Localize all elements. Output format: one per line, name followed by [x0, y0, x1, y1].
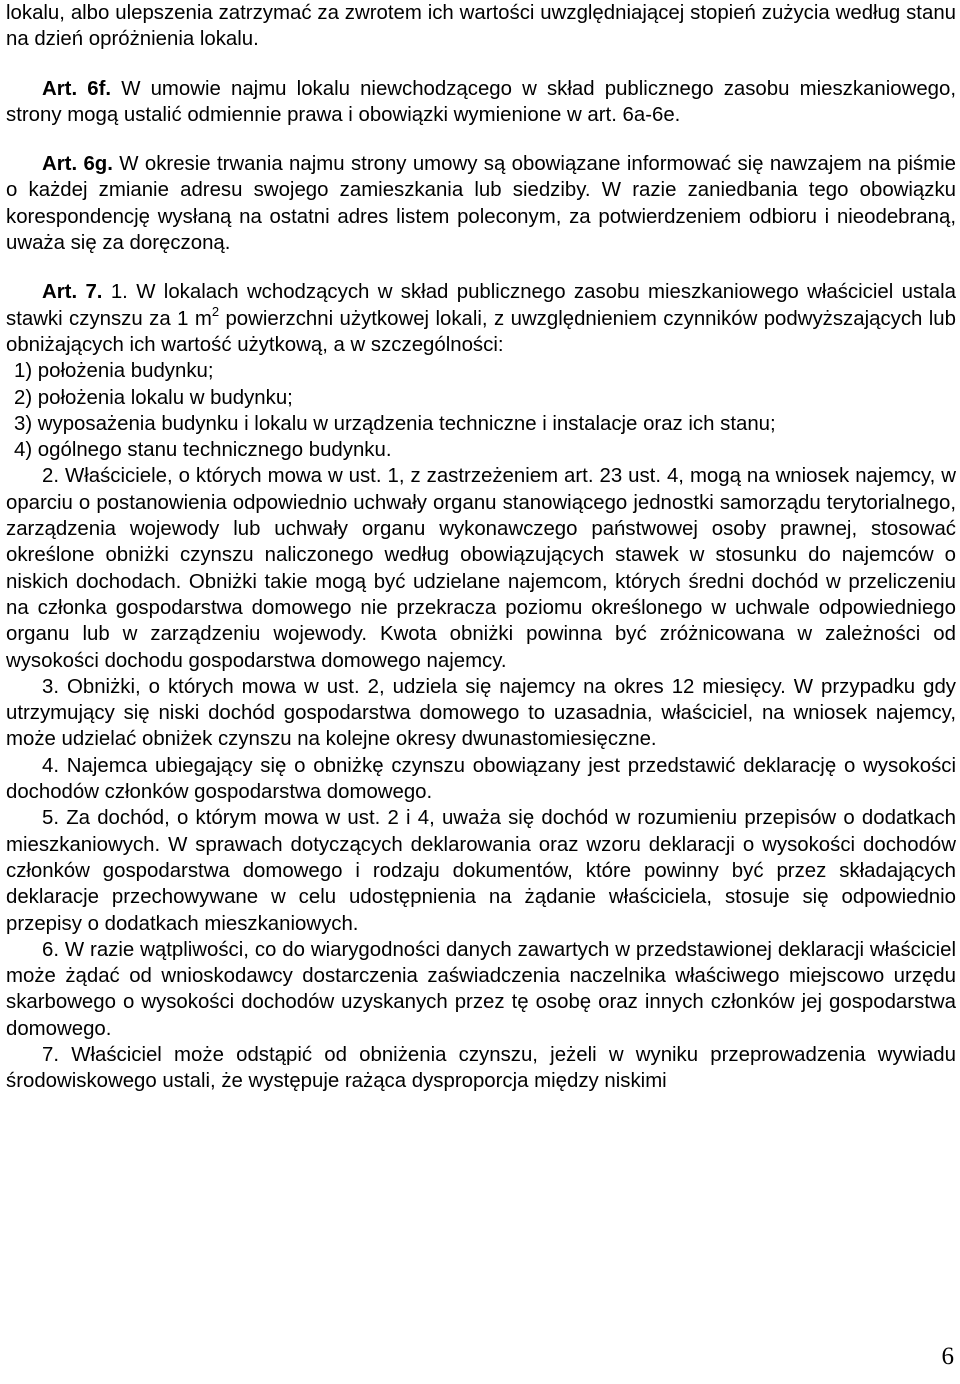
article-label: Art. 6f.	[42, 77, 112, 100]
superscript: 2	[211, 303, 220, 319]
article-label: Art. 7.	[42, 281, 103, 304]
list-item: 2) położenia lokalu w budynku;	[14, 386, 293, 409]
list-item: 3) wyposażenia budynku i lokalu w urządzenia techniczne i instalacje oraz ich stanu;	[14, 412, 776, 435]
article-text: W okresie trwania najmu strony umowy są obowiązane informować się nawzajem na piśmie o każdej zmianie adresu swojego zamieszkania lub siedziby. W razie zaniedbania tego obowiązku korespondencję wysłaną na ostatni adres listem poleconym, za potwierdzeniem odbioru i nieodebraną, uważa się za doręczoną.	[6, 153, 956, 255]
article-text: 1. W lokalach wchodzących w skład publicznego zasobu mieszkaniowego właściciel ustala stawki czynszu za 1 m	[6, 281, 956, 330]
article-7-ust-4: 4. Najemca ubiegający się o obniżkę czynszu obowiązany jest przedstawić deklarację o wysokości dochodów członków gospodarstwa domowego.	[6, 754, 956, 804]
article-label: Art. 6g.	[42, 153, 113, 176]
article-6f	[6, 76, 956, 129]
page-number: 6	[941, 1343, 954, 1370]
article-7-ust-7: 7. Właściciel może odstąpić od obniżenia czynszu, jeżeli w wyniku przeprowadzenia wywiadu środowiskowego ustali, że występuje rażąca dysproporcja między niskimi	[6, 1043, 956, 1093]
article-6g	[6, 151, 956, 256]
article-7-ust-1	[6, 279, 956, 358]
list-item: 4) ogólnego stanu technicznego budynku.	[14, 439, 392, 462]
article-text-cont: powierzchni użytkowej lokali, z uwzględnieniem czynników podwyższających lub obniżających ich wartość użytkową, a w szczególności:	[6, 307, 956, 356]
document-page	[6, 0, 956, 1095]
article-7-ust-3: 3. Obniżki, o których mowa w ust. 2, udziela się najemcy na okres 12 miesięcy. W przypadku gdy utrzymujący się niski dochód gospodarstwa domowego to uzasadnia, właściciel, na wniosek najemcy, może udzielać obniżek czynszu na kolejne okresy dwunastomiesięczne.	[6, 675, 956, 751]
article-7-ust-6: 6. W razie wątpliwości, co do wiarygodności danych zawartych w przedstawionej deklaracji właściciel może żądać od wnioskodawcy dostarczenia zaświadczenia naczelnika właściwego miejscowo urzędu skarbowego o wysokości dochodów uzyskanych przez tę osobę oraz innych członków jej gospodarstwa domowego.	[6, 938, 956, 1040]
article-7-ust-5: 5. Za dochód, o którym mowa w ust. 2 i 4, uważa się dochód w rozumieniu przepisów o dodatkach mieszkaniowych. W sprawach dotyczących deklarowania oraz wzoru deklaracji o wysokości dochodów członków gospodarstwa domowego i rodzaju dokumentów, które powinny być przez składających deklaracje przechowywane w celu udostępnienia na żądanie właściciela, stosuje się odpowiednio przepisy o dodatkach mieszkaniowych.	[6, 807, 956, 935]
article-7-ust-2: 2. Właściciele, o których mowa w ust. 1, z zastrzeżeniem art. 23 ust. 4, mogą na wniosek najemcy, w oparciu o postanowienia odpowiednio uchwały organu stanowiącego jednostki samorządu terytorialnego, zarządzenia wojewody lub uchwały organu wykonawczego państwowej osoby prawnej, stosować określone obniżki czynszu naliczonego według obowiązujących stawek w stosunku do najemców o niskich dochodach. Obniżki takie mogą być udzielane najemcom, których średni dochód w przeliczeniu na członka gospodarstwa domowego nie przekracza poziomu określonego w uchwale odpowiedniego organu lub w zarządzeniu wojewody. Kwota obniżki powinna być zróżnicowana w zależności od wysokości dochodu gospodarstwa domowego najemcy.	[6, 465, 956, 672]
list-item: 1) położenia budynku;	[14, 360, 214, 383]
paragraph-continuation: lokalu, albo ulepszenia zatrzymać za zwrotem ich wartości uwzględniającej stopień zużycia według stanu na dzień opróżnienia lokalu.	[6, 2, 956, 51]
article-text: W umowie najmu lokalu niewchodzącego w skład publicznego zasobu mieszkaniowego, strony mogą ustalić odmiennie prawa i obowiązki wymienione w art. 6a-6e.	[6, 77, 956, 126]
